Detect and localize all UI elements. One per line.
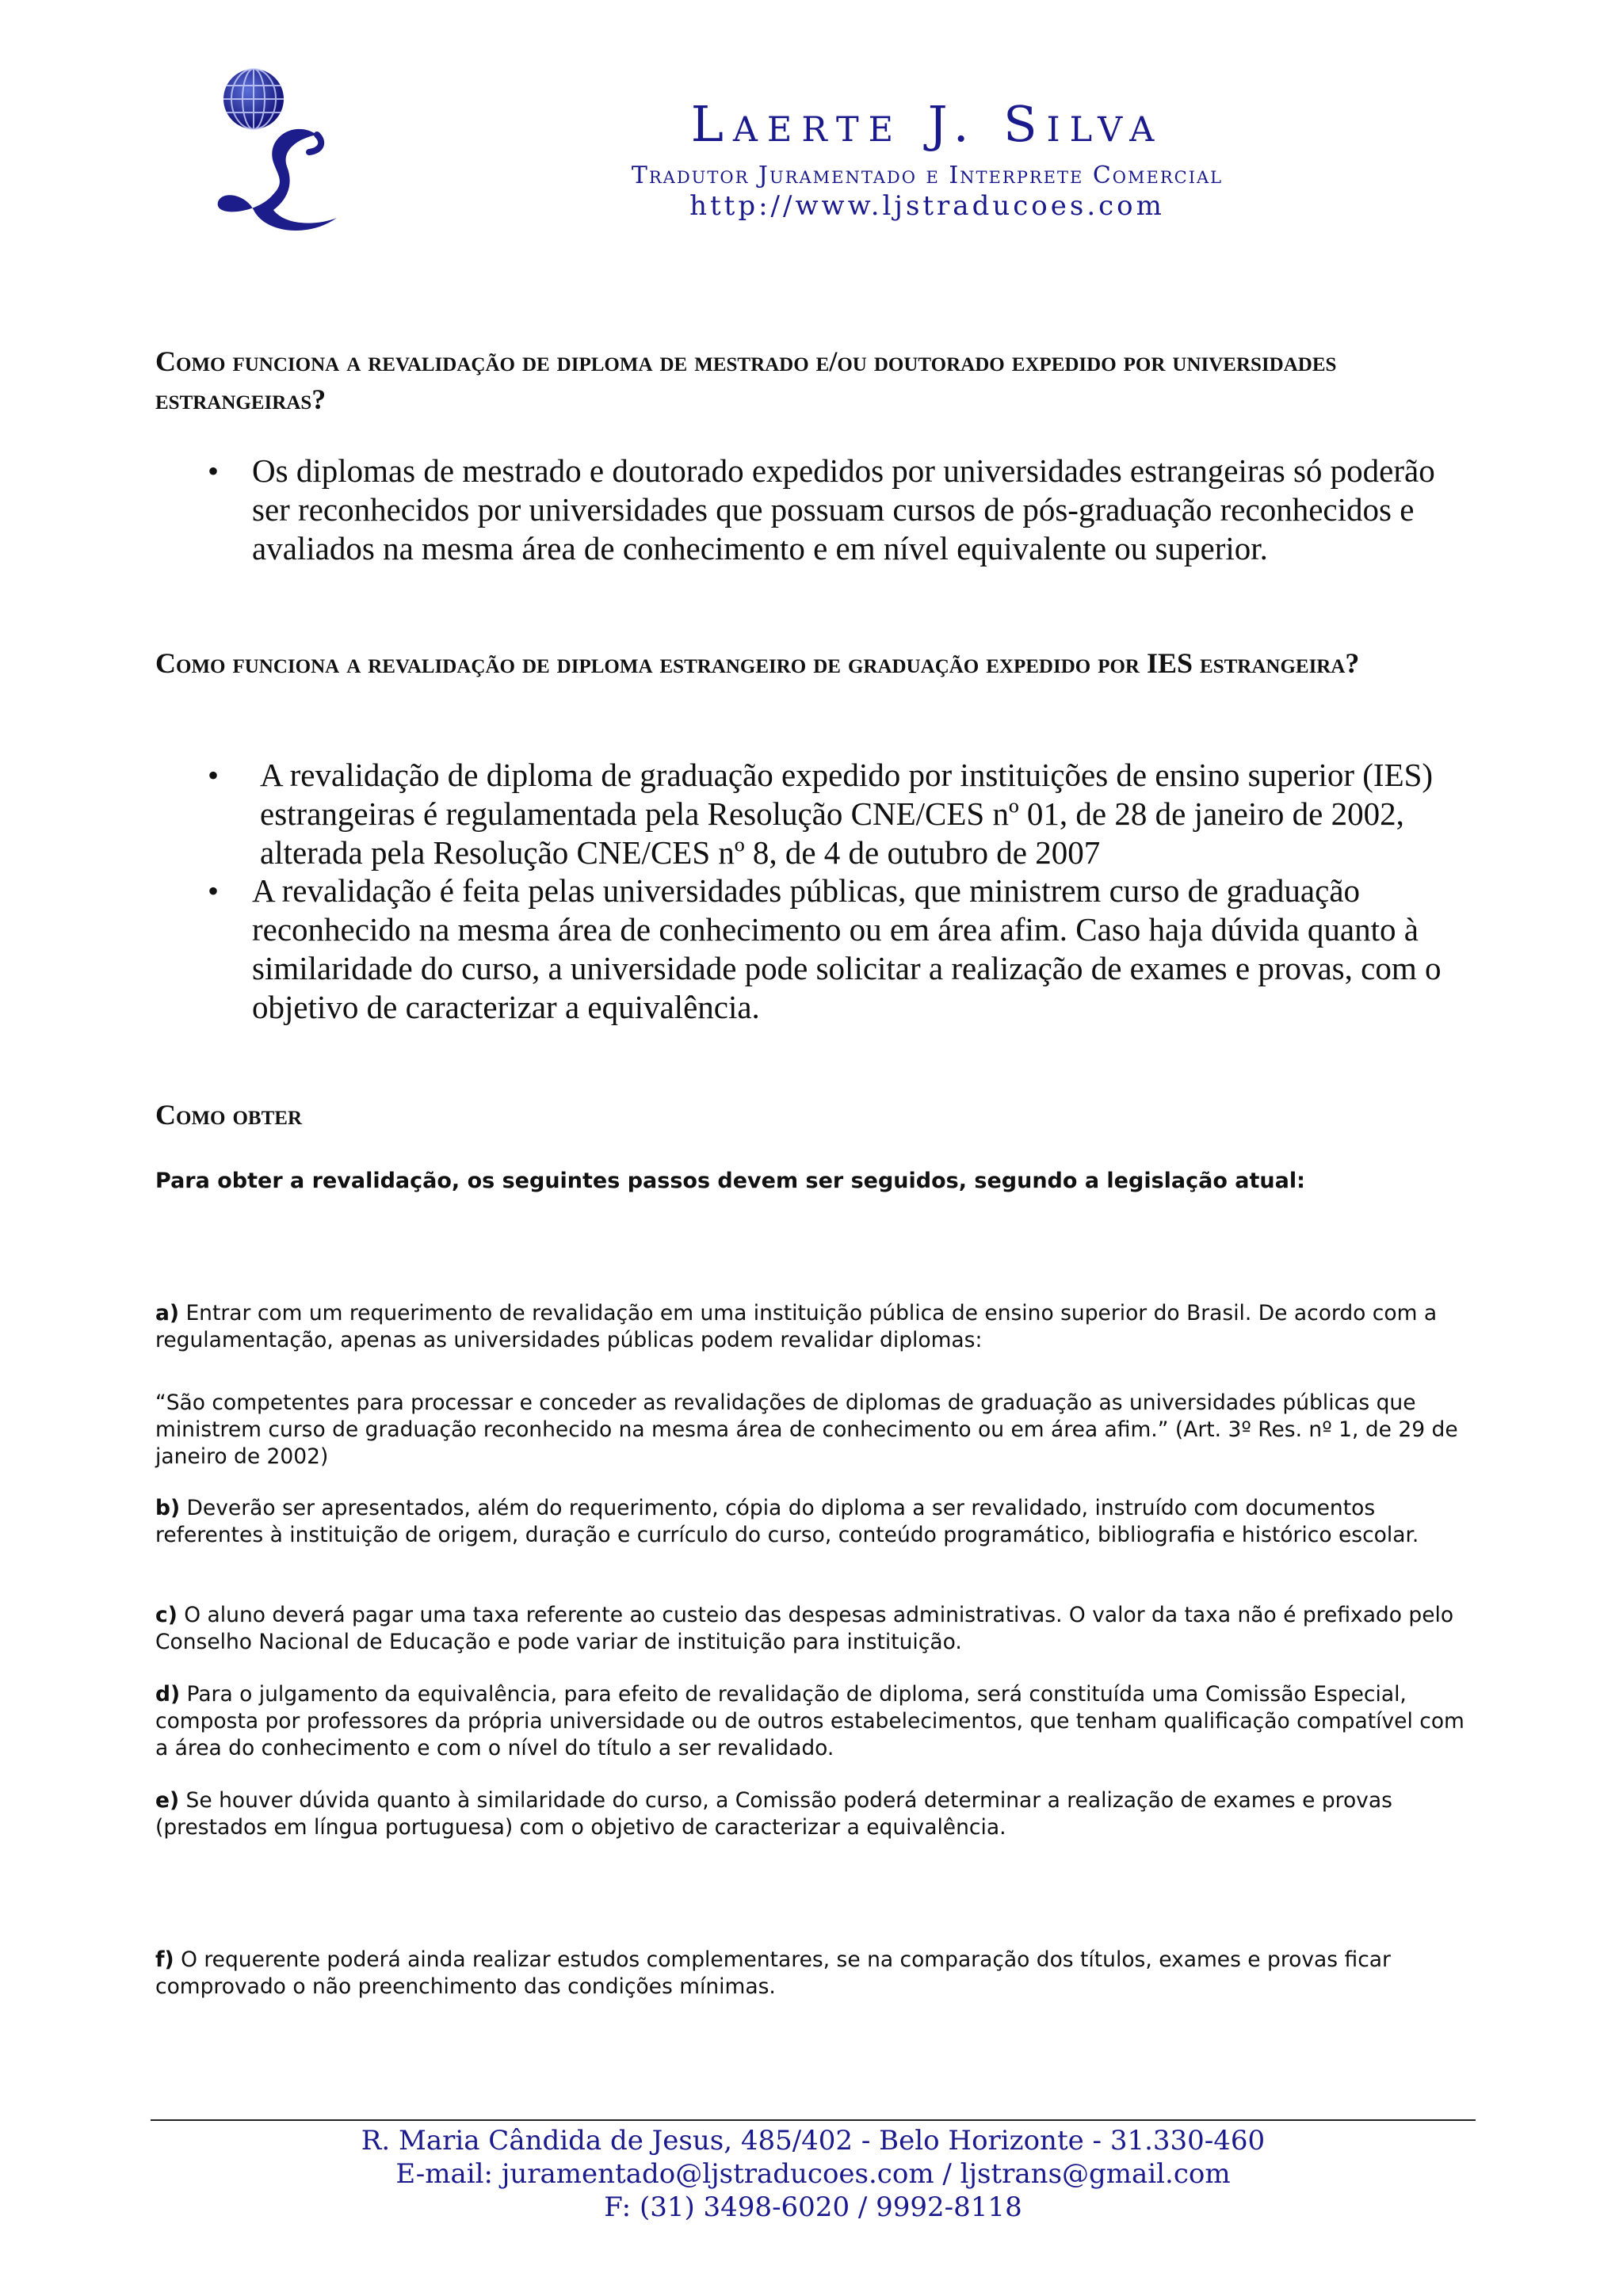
step-text: O requerente poderá ainda realizar estudos complementares, se na comparação dos títulos, exames e provas ficar comprovado o não preenchimento das condições mínimas. (155, 1947, 1391, 1999)
section-2-bullet-2: A revalidação é feita pelas universidades públicas, que ministrem curso de graduação reconhecido na mesma área de conhecimento ou em área afim. Caso haja dúvida quanto à similaridade do curso, a universidade pode solicitar a realização de exames e provas, com o objetivo de caracterizar a equivalência. (252, 872, 1442, 1025)
globe-icon (223, 69, 284, 129)
bullet-dot: • (208, 757, 220, 793)
step-label: c) (155, 1603, 178, 1627)
company-logo (198, 63, 349, 246)
section-heading-como-obter: Como obter (155, 1099, 303, 1131)
section-heading-graduacao: Como funciona a revalidação de diploma estrangeiro de graduação expedido por IES estrangeira? (155, 647, 1360, 679)
step-text: O aluno deverá pagar uma taxa referente ao custeio das despesas administrativas. O valor da taxa não é prefixado pelo Conselho Nacional de Educação e pode variar de instituição para instituição. (155, 1603, 1454, 1654)
footer-email[interactable]: E-mail: juramentado@ljstraducoes.com / ljstrans@gmail.com (395, 2158, 1231, 2190)
step-e (155, 1787, 1471, 1841)
quote-text (155, 1390, 1471, 1470)
step-text: Se houver dúvida quanto à similaridade do curso, a Comissão poderá determinar a realização de exames e provas (prestados em língua portuguesa) com o objetivo de caracterizar a equivalência. (155, 1788, 1392, 1840)
company-url[interactable]: http://www.ljstraducoes.com (689, 190, 1165, 222)
bullet-dot: • (208, 453, 220, 489)
step-label: d) (155, 1682, 181, 1707)
step-label: b) (155, 1496, 181, 1520)
step-label: f) (155, 1947, 174, 1972)
step-b (155, 1495, 1471, 1549)
step-label: a) (155, 1301, 179, 1325)
step-text: Para o julgamento da equivalência, para efeito de revalidação de diploma, será constituída uma Comissão Especial, composta por professores da própria universidade ou de outros estabelecimentos, que tenham qualificação compatível com a área do conhecimento e com o nível do título a ser revalidado. (155, 1682, 1465, 1760)
steps-intro: Para obter a revalidação, os seguintes passos devem ser seguidos, segundo a legislação atual: (155, 1169, 1305, 1193)
step-d (155, 1681, 1471, 1762)
section-1-bullet-1: Os diplomas de mestrado e doutorado expedidos por universidades estrangeiras só poderão ser reconhecidos por universidades que possuam cursos de pós-graduação reconhecidos e avaliados na mesma área de conhecimento e em nível equivalente ou superior. (252, 452, 1435, 566)
step-label: e) (155, 1788, 180, 1813)
section-heading-mestrado: Como funciona a revalidação de diploma de mestrado e/ou doutorado expedido por universidades estrangeiras? (155, 345, 1337, 415)
bullet-dot: • (208, 873, 220, 909)
step-a (155, 1300, 1471, 1354)
quote-content: “São competentes para processar e conceder as revalidações de diplomas de graduação as universidades públicas que ministrem curso de graduação reconhecido na mesma área de conhecimento ou em área afim.” (Art. 3º Res. nº 1, de 29 de janeiro de 2002) (155, 1390, 1458, 1469)
step-text: Entrar com um requerimento de revalidação em uma instituição pública de ensino superior do Brasil. De acordo com a regulamentação, apenas as universidades públicas podem revalidar diplomas: (155, 1301, 1438, 1352)
company-name: Laerte J. Silva (690, 95, 1164, 153)
footer-phone: F: (31) 3498-6020 / 9992-8118 (604, 2191, 1022, 2223)
step-text: Deverão ser apresentados, além do requerimento, cópia do diploma a ser revalidado, instruído com documentos referentes à instituição de origem, duração e currículo do curso, conteúdo programático, bibliografia e histórico escolar. (155, 1496, 1419, 1547)
footer-divider (151, 2119, 1476, 2121)
step-f (155, 1947, 1471, 2000)
footer-address: R. Maria Cândida de Jesus, 485/402 - Belo Horizonte - 31.330-460 (361, 2125, 1266, 2157)
company-subtitle: Tradutor Juramentado e Interprete Comercial (631, 162, 1224, 189)
step-c (155, 1602, 1471, 1656)
section-2-bullet-1: A revalidação de diploma de graduação expedido por instituições de ensino superior (IES) estrangeiras é regulamentada pela Resolução CNE/CES nº 01, de 28 de janeiro de 2002, alterada pela Resolução CNE/CES nº 8, de 4 de outubro de 2007 (260, 757, 1434, 871)
